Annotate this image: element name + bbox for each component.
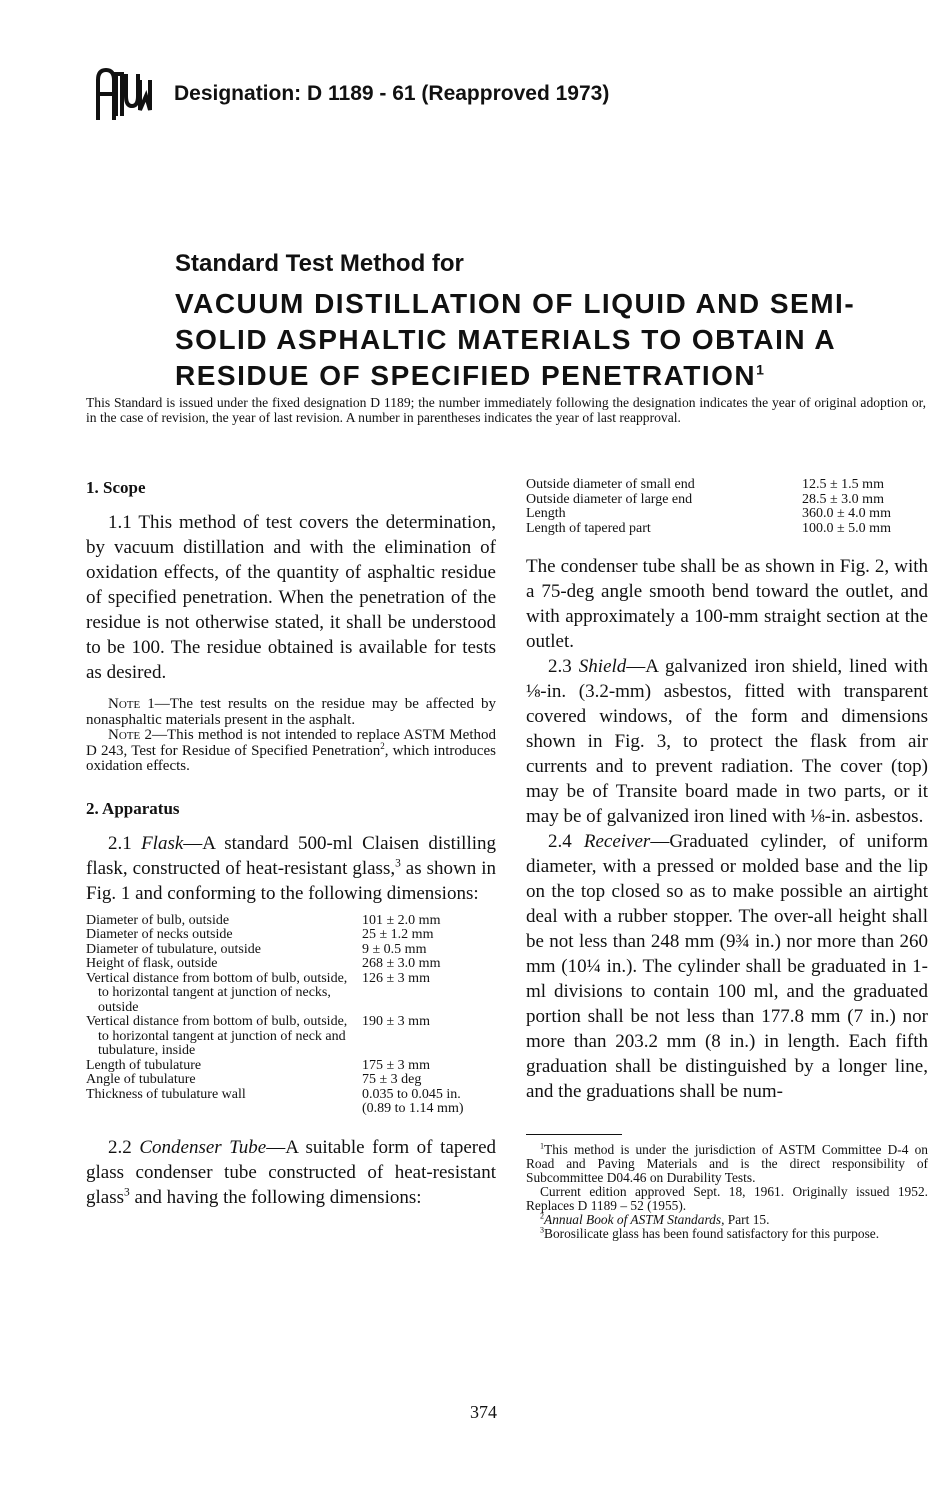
left-column — [86, 478, 496, 1210]
footnote-2-tail: , Part 15. — [721, 1212, 770, 1227]
dimension-row — [86, 1088, 486, 1117]
footnote-3-ref: 3 — [540, 1225, 545, 1235]
page-number: 374 — [470, 1402, 497, 1422]
condenser-continuation: The condenser tube shall be as shown in Fig. 2, with a 75-deg angle smooth bend toward the outlet, and with approximately a 100-mm straight section at the outlet. — [526, 556, 928, 652]
shield-num: 2.3 — [548, 656, 579, 677]
apparatus-heading: 2. Apparatus — [86, 798, 180, 818]
flask-text-b: as shown in Fig. 1 and conforming to the following dimensions: — [86, 857, 496, 904]
flask-text-a: —A standard 500-ml Claisen distilling flask, constructed of heat-resistant glass, — [86, 832, 497, 879]
condenser-text-b: and having the following dimensions: — [129, 1186, 422, 1208]
footnote-1b: Current edition approved Sept. 18, 1961. Originally issued 1952. Replaces D 1189 – 52 (1955). — [526, 1184, 928, 1213]
footnote-1-ref: 1 — [540, 1141, 545, 1151]
flask-term: Flask — [141, 832, 184, 854]
dimension-row — [526, 493, 906, 508]
condenser-dimensions-table — [526, 478, 906, 536]
note-2-text: —This method is not intended to replace ASTM Method D 243, Test for Residue of Specified Penetration — [86, 727, 496, 759]
condenser-term: Condenser Tube — [139, 1136, 267, 1158]
dimension-row — [526, 522, 906, 537]
condenser-paragraph — [86, 1135, 496, 1210]
footnote-2-text: Annual Book of ASTM Standards — [544, 1212, 722, 1227]
shield-term: Shield — [578, 656, 627, 677]
dimension-value: 75 ± 3 deg — [362, 1072, 422, 1087]
dimension-value: 28.5 ± 3.0 mm — [802, 491, 884, 507]
dimension-value: 360.0 ± 4.0 mm — [802, 506, 891, 521]
condenser-num: 2.2 — [108, 1136, 140, 1158]
flask-num: 2.1 — [108, 832, 142, 854]
dimension-label: Diameter of tubulature, outside — [86, 941, 261, 957]
right-column — [526, 478, 928, 1241]
dimension-value: 0.035 to 0.045 in. (0.89 to 1.14 mm) — [362, 1086, 464, 1116]
note-2-label: Note 2 — [108, 727, 152, 743]
receiver-paragraph — [526, 829, 928, 1104]
condenser-text-a: —A suitable form of tapered glass condenser tube constructed of heat-resistant glass — [86, 1136, 497, 1208]
footnote-3-text: Borosilicate glass has been found satisfactory for this purpose. — [544, 1226, 880, 1241]
dimension-row — [86, 1073, 486, 1088]
scope-paragraph: 1.1 This method of test covers the determination, by vacuum distillation and with the elimination of oxidation effects, of the quantity of asphaltic residue of specified penetration. When the penetration of the residue is not otherwise stated, it shall be understood to be 100. The residue obtained is available for tests as desired. — [86, 512, 496, 683]
dimension-label: Angle of tubulature — [86, 1072, 196, 1087]
footnote-3 — [526, 1227, 928, 1241]
flask-paragraph — [86, 831, 496, 906]
dimension-label: Thickness of tubulature wall — [86, 1086, 246, 1102]
dimension-label: Length — [526, 506, 566, 521]
flask-dimensions-table — [86, 914, 486, 1117]
dimension-value: 268 ± 3.0 mm — [362, 956, 441, 971]
dimension-row — [86, 943, 486, 958]
designation: Designation: D 1189 - 61 (Reapproved 1973) — [174, 82, 610, 105]
dimension-value: 175 ± 3 mm — [362, 1057, 430, 1073]
dimension-row — [86, 972, 486, 1016]
title-block — [175, 250, 895, 394]
dimension-label: Outside diameter of small end — [526, 477, 695, 492]
dimension-value: 126 ± 3 mm — [362, 970, 430, 986]
title-footnote-ref: 1 — [756, 361, 766, 378]
dimension-label: Diameter of bulb, outside — [86, 912, 230, 928]
condenser-ref: 3 — [124, 1186, 130, 1199]
dimension-row — [526, 507, 906, 522]
dimension-label: Height of flask, outside — [86, 956, 218, 971]
issued-note: This Standard is issued under the fixed designation D 1189; the number immediately following the designation indicates the year of original adoption or, in the case of revision, the year of last revision. A number in parentheses indicates the year of last reapproval. — [86, 395, 926, 425]
dimension-row — [86, 928, 486, 943]
note-2 — [86, 728, 496, 775]
astm-logo — [92, 66, 152, 124]
dimension-label: Vertical distance from bottom of bulb, outside, to horizontal tangent at junction of necks, outside — [86, 970, 348, 1015]
scope-heading: 1. Scope — [86, 478, 146, 497]
note-1-label: Note 1 — [108, 696, 155, 712]
title-standard-line: Standard Test Method for — [175, 250, 464, 277]
dimension-row — [86, 1059, 486, 1074]
title-text: VACUUM DISTILLATION OF LIQUID AND SEMI-SOLID ASPHALTIC MATERIALS TO OBTAIN A RESIDUE OF SPECIFIED PENETRATION — [175, 288, 856, 391]
note-2-ref: 2 — [380, 740, 385, 751]
footnote-1 — [526, 1143, 928, 1185]
dimension-row — [86, 957, 486, 972]
dimension-value: 12.5 ± 1.5 mm — [802, 477, 884, 492]
note-1-text: —The test results on the residue may be affected by nonasphaltic materials present in the asphalt. — [86, 696, 496, 728]
dimension-value: 100.0 ± 5.0 mm — [802, 520, 891, 536]
dimension-label: Outside diameter of large end — [526, 491, 693, 507]
footnote-rule — [526, 1134, 622, 1135]
footnote-1-text: This method is under the jurisdiction of ASTM Committee D-4 on Road and Paving Materials and is the direct responsibility of Subcommittee D04.46 on Durability Tests. — [526, 1142, 928, 1185]
receiver-term: Receiver — [583, 831, 651, 852]
shield-text: —A galvanized iron shield, lined with ⅛-in. (3.2-mm) asbestos, fitted with transparent covered windows, of the form and dimensions shown in Fig. 3, to protect the flask from air currents and to prevent radiation. The cover (top) may be of Transite board made in two parts, or it may be of galvanized iron lined with ⅛-in. asbestos. — [526, 656, 928, 827]
page-title — [175, 286, 895, 394]
dimension-value: 101 ± 2.0 mm — [362, 912, 441, 928]
flask-ref: 3 — [395, 857, 401, 870]
dimension-label: Length of tubulature — [86, 1057, 202, 1073]
dimension-label: Vertical distance from bottom of bulb, outside, to horizontal tangent at junction of neck and tubulature, inside — [86, 1014, 348, 1058]
receiver-num: 2.4 — [548, 831, 584, 852]
dimension-row — [86, 1015, 486, 1059]
dimension-value: 25 ± 1.2 mm — [362, 927, 434, 942]
dimension-label: Length of tapered part — [526, 520, 651, 536]
note-1 — [86, 697, 496, 728]
dimension-value: 9 ± 0.5 mm — [362, 941, 427, 957]
shield-paragraph — [526, 654, 928, 829]
receiver-text: —Graduated cylinder, of uniform diameter, with a pressed or molded base and the lip on the top closed so as to make possible an airtight deal with a rubber stopper. The over-all height shall be not less than 248 mm (9¾ in.) nor more than 260 mm (10¼ in.). The cylinder shall be graduated in 1-ml divisions to contain 100 ml, and the graduated portion shall be not less than 177.8 mm (7 in.) nor more than 203.2 mm (8 in.) in length. Each fifth graduation shall be distinguished by a longer line, and the graduations shall be num- — [526, 831, 929, 1102]
footnote-2 — [526, 1213, 928, 1227]
footnote-2-ref: 2 — [540, 1211, 545, 1221]
dimension-value: 190 ± 3 mm — [362, 1014, 430, 1029]
dimension-row — [526, 478, 906, 493]
note-2-tail: , which introduces oxidation effects. — [86, 742, 497, 774]
dimension-row — [86, 914, 486, 929]
dimension-label: Diameter of necks outside — [86, 927, 233, 942]
